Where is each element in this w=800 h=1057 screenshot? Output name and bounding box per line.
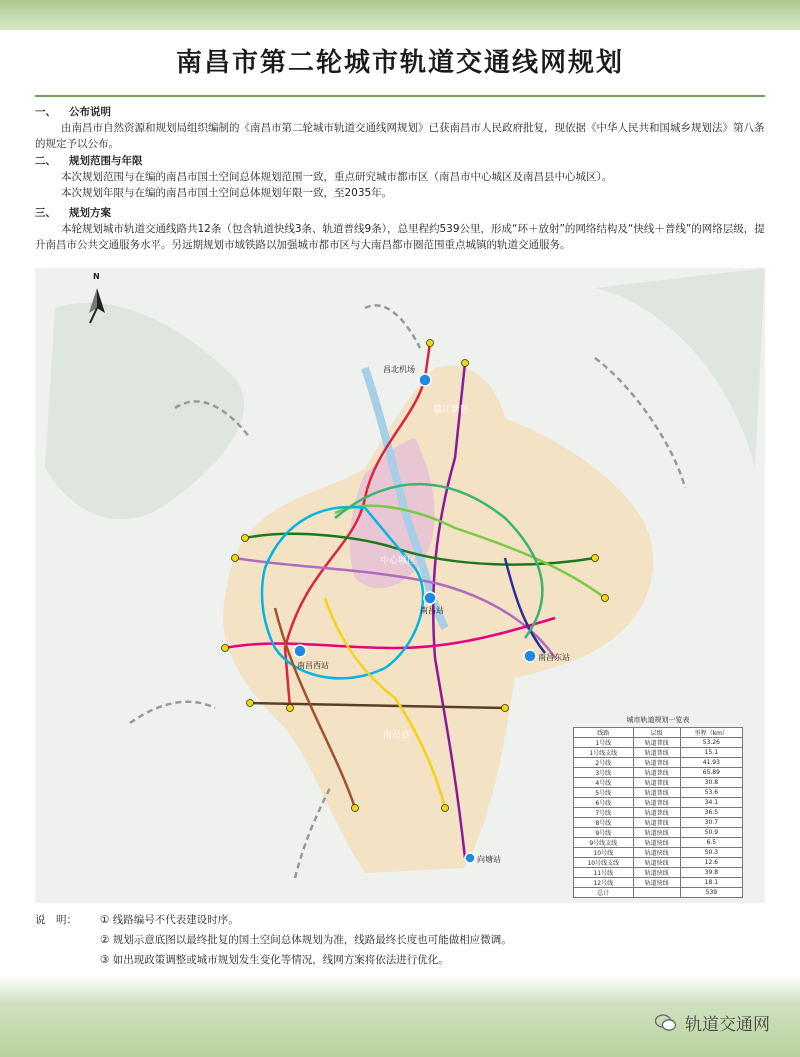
table-cell: 3号线: [574, 768, 634, 778]
wechat-icon: [655, 1014, 677, 1032]
watermark: [655, 1010, 770, 1035]
table-row: [574, 868, 743, 878]
table-cell: 34.1: [680, 798, 742, 808]
rail-line-table: [573, 715, 743, 898]
west-station-marker: [294, 645, 306, 657]
table-row: [574, 798, 743, 808]
section-paragraph: 本次规划范围与在编的南昌市国土空间总体规划范围一致，重点研究城市都市区（南昌市中心城区及南昌县中心城区）。: [61, 171, 613, 183]
table-cell: 12.6: [680, 858, 742, 868]
xiangtang-station-marker: [465, 853, 475, 863]
note-item: ③ 如出现政策调整或城市规划发生变化等情况，线网方案将依法进行优化。: [100, 954, 449, 966]
page-title: 南昌市第二轮城市轨道交通线网规划: [175, 48, 624, 78]
section-paragraph: 本轮规划城市轨道交通线路共12条（包含轨道快线3条、轨道普线9条），总里程约539公里，形成“环＋放射”的网络结构及“快线＋普线”的网络层级，提升南昌市公共交通服务水平。另远期规划市域铁路以加强城市都市区与大南昌都市圈范围重点城镇的轨道交通服务。: [35, 223, 765, 251]
table-cell: 65.89: [680, 768, 742, 778]
table-cell: 10号线: [574, 848, 634, 858]
table-cell: 轨道普线: [633, 768, 680, 778]
table-cell: 36.5: [680, 808, 742, 818]
table-cell: 轨道普线: [633, 808, 680, 818]
table-row: [574, 818, 743, 828]
table-header: 线路: [574, 728, 634, 738]
table-cell: 41.93: [680, 758, 742, 768]
airport-station-marker: [419, 374, 431, 386]
notes-section: [35, 910, 765, 970]
table-row: [574, 768, 743, 778]
table-cell: 7号线: [574, 808, 634, 818]
table-row: [574, 748, 743, 758]
table-cell: 轨道普线: [633, 778, 680, 788]
table-title: 城市轨道规划一览表: [626, 716, 690, 724]
table-cell: 30.7: [680, 818, 742, 828]
top-decoration-band: [0, 0, 800, 30]
table-row: [574, 848, 743, 858]
airport-label: 昌北机场: [383, 365, 415, 374]
table-cell: 1号线支线: [574, 748, 634, 758]
nanchang-station-label: 南昌站: [420, 606, 444, 615]
section-scope: [35, 153, 765, 201]
table-cell: 轨道普线: [633, 738, 680, 748]
table-cell: 12号线: [574, 878, 634, 888]
table-cell: 轨道快线: [633, 848, 680, 858]
table-cell: 50.9: [680, 828, 742, 838]
table-row: [574, 788, 743, 798]
table-cell: 539: [680, 888, 742, 898]
table-cell: 53.6: [680, 788, 742, 798]
note-item: ① 线路编号不代表建设时序。: [100, 914, 239, 926]
table-header: 层级: [633, 728, 680, 738]
title-divider: [35, 95, 765, 97]
table-cell: 5号线: [574, 788, 634, 798]
table-cell: 4号线: [574, 778, 634, 788]
table-cell: 11号线: [574, 868, 634, 878]
table-cell: 轨道快线: [633, 868, 680, 878]
table-cell: 50.3: [680, 848, 742, 858]
table-cell: 10号线支线: [574, 858, 634, 868]
west-station-label: 南昌西站: [297, 661, 329, 670]
table-cell: 轨道普线: [633, 748, 680, 758]
table-row: [574, 758, 743, 768]
table-row: [574, 858, 743, 868]
east-station-label: 南昌东站: [538, 653, 570, 662]
table-cell: [633, 888, 680, 898]
table-cell: 39.8: [680, 868, 742, 878]
table-cell: 8号线: [574, 818, 634, 828]
table-cell: 轨道快线: [633, 828, 680, 838]
section-plan: [35, 205, 765, 253]
rail-network-map: [35, 268, 765, 903]
watermark-text: 轨道交通网: [685, 1015, 770, 1035]
section-announcement: [35, 104, 765, 152]
table-cell: 30.8: [680, 778, 742, 788]
table-cell: 轨道普线: [633, 788, 680, 798]
table-cell: 轨道普线: [633, 798, 680, 808]
table-cell: 轨道快线: [633, 878, 680, 888]
table-row: [574, 738, 743, 748]
table-row: [574, 888, 743, 898]
rail-line-mileage-table: [573, 727, 743, 898]
nanchang-station-marker: [424, 592, 436, 604]
section-paragraph: 本次规划年限与在编的南昌市国土空间总体规划年限一致，至2035年。: [61, 187, 393, 199]
nanchang-county-label: 南昌县: [383, 731, 411, 741]
table-cell: 9号线: [574, 828, 634, 838]
table-cell: 轨道普线: [633, 818, 680, 828]
table-cell: 总计: [574, 888, 634, 898]
table-row: [574, 828, 743, 838]
table-cell: 1号线: [574, 738, 634, 748]
table-cell: 轨道快线: [633, 858, 680, 868]
note-item: ② 规划示意底图以最终批复的国土空间总体规划为准，线路最终长度也可能做相应微调。: [100, 934, 512, 946]
table-cell: 9号线支线: [574, 838, 634, 848]
section-heading: 一、 公布说明: [35, 106, 111, 118]
table-cell: 轨道快线: [633, 838, 680, 848]
compass-north-label: N: [93, 272, 100, 281]
table-row: [574, 778, 743, 788]
table-cell: 15.1: [680, 748, 742, 758]
table-row: [574, 808, 743, 818]
table-cell: 轨道普线: [633, 758, 680, 768]
table-header-row: [574, 728, 743, 738]
east-station-marker: [524, 650, 536, 662]
xiangtang-station-label: 向塘站: [477, 855, 501, 864]
table-row: [574, 838, 743, 848]
table-cell: 53.26: [680, 738, 742, 748]
section-heading: 二、 规划范围与年限: [35, 155, 143, 167]
table-header: 里程（km）: [680, 728, 742, 738]
table-body: [574, 738, 743, 898]
ganjiang-area-label: 赣江新区: [433, 405, 470, 415]
table-cell: 6号线: [574, 798, 634, 808]
table-cell: 18.1: [680, 878, 742, 888]
table-cell: 2号线: [574, 758, 634, 768]
table-cell: 6.5: [680, 838, 742, 848]
notes-heading: 说 明：: [35, 914, 77, 926]
section-paragraph: 由南昌市自然资源和规划局组织编制的《南昌市第二轮城市轨道交通线网规划》已获南昌市人民政府批复，现依据《中华人民共和国城乡规划法》第八条的规定予以公布。: [35, 122, 765, 150]
center-area-label: 中心城区: [380, 556, 417, 566]
table-row: [574, 878, 743, 888]
section-heading: 三、 规划方案: [35, 207, 111, 219]
